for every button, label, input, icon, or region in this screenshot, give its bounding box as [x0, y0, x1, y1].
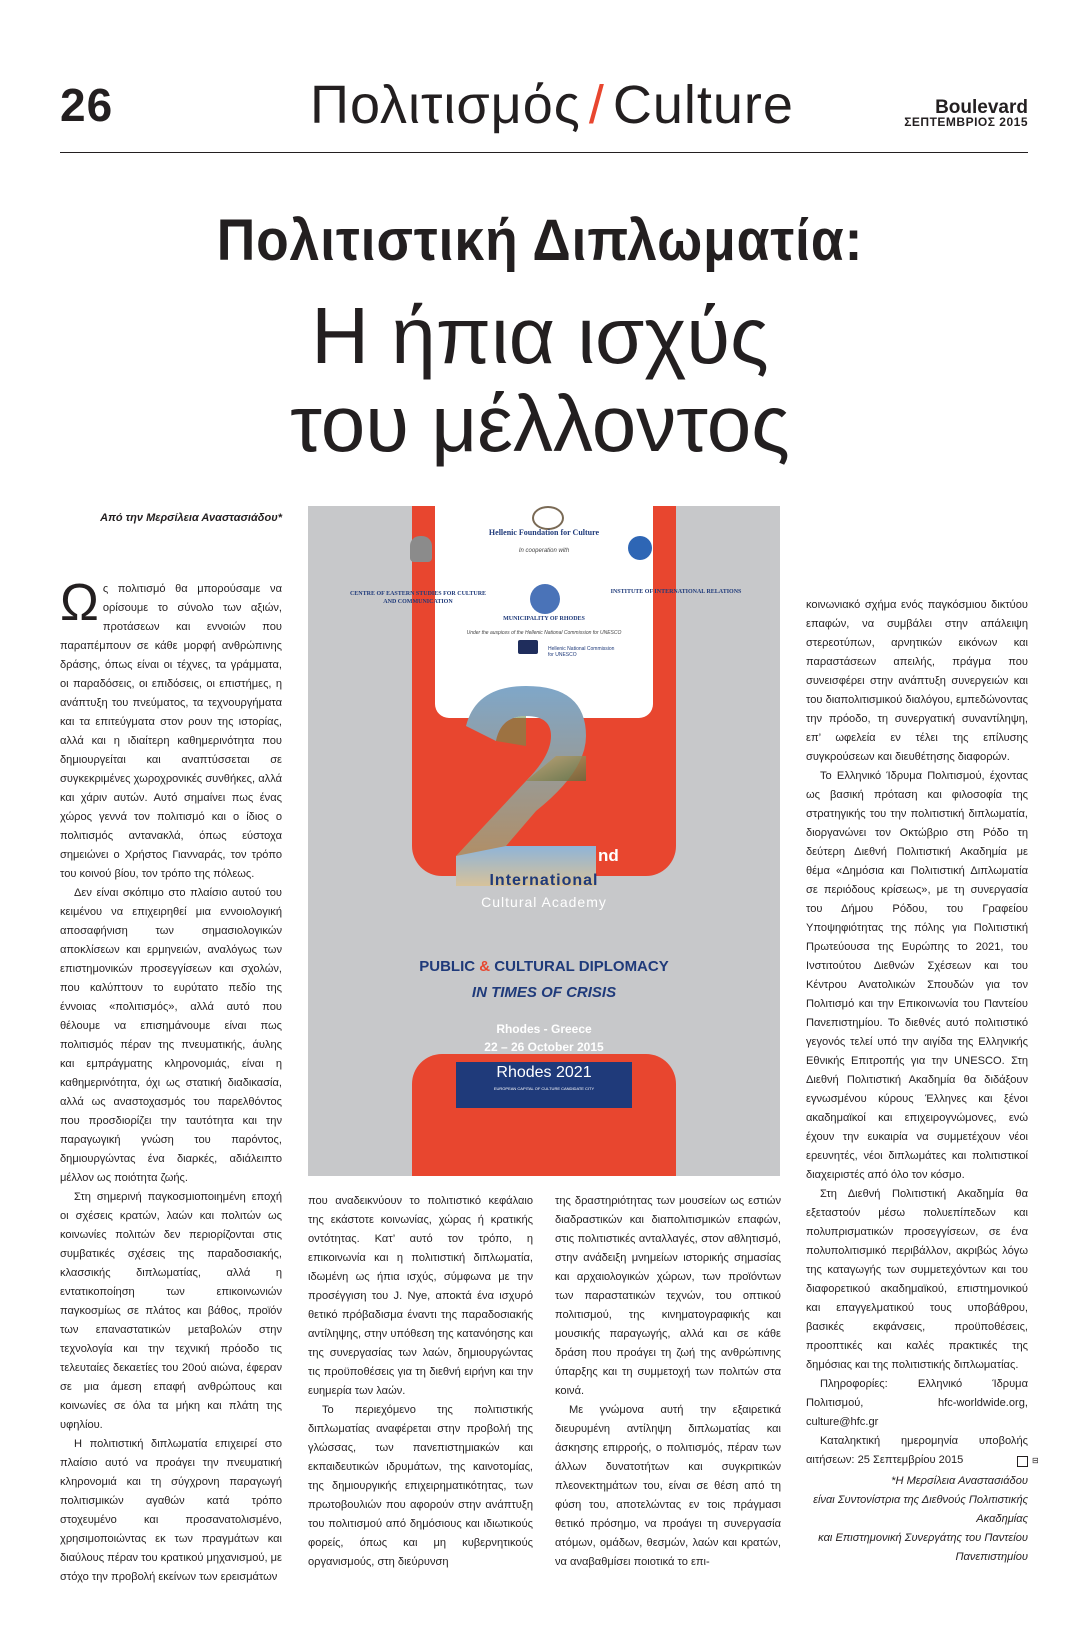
byline: Από την Μερσίλεια Αναστασιάδου*: [100, 512, 282, 524]
poster-ampersand: &: [479, 958, 491, 975]
paragraph: Στη σημερινή παγκοσμιοποιημένη εποχή οι σχέσεις κρατών, λαών και πολιτών ως κοινωνίες πολιτών δεν περιορίζονται στις συμβατικές σχέσεις της παραδοσιακής, κλασσικής διπλωματίας, αλλά η εντατικοποίηση των επικοινωνιών παγκοσμίως σε πλάτος και βάθος, προϊόν των επαναστατικών μεταβολών στην τεχνολογία και την τεχνική πρόοδο τις τελευταίες δεκαετίες του 20ού αιώνα, έφεραν σε μια άμεση επαφή ανθρώπους και κοινωνίες σε όλα τα μήκη και πλάτη της υφηλίου.: [60, 1191, 282, 1431]
paragraph: Δεν είναι σκόπιμο στο πλαίσιο αυτού του κειμένου να επιχειρηθεί μια εννοιολογική αποσαφήνιση των σημασιολογικών αποκλίσεων και ερμηνειών, αναλόγως των επιστημονικών προσεγγίσεων και σχολών, που καλύπτουν το ευρύτατο πεδίο της έννοιας «πολιτισμός», αλλά αυτό που θέλουμε να επισημάνουμε είναι πως πολιτισμός πέραν της πνευματικής, άυλης και εμπράγματης κληρονομιάς, είναι η καθημερινότητα, όχι ως στατική διαδικασία, αλλά ως αναστοχασμός του παρελθόντος που προσδιορίζει την ταυτότητα και την παραγωγική γνώση του παρόντος, δημιουργώντας ένα διαρκές, αδιάλειπτο μέλλον ως ποιότητα ζωής.: [60, 887, 282, 1184]
poster-eastern-studies: CENTRE OF EASTERN STUDIES FOR CULTURE AND COMMUNICATION: [349, 591, 487, 605]
column-4: [806, 596, 1039, 1470]
headline-bold: Πολιτιστική Διπλωματία:: [216, 208, 864, 273]
author-note: [800, 1472, 1028, 1567]
info-paragraph: Πληροφορίες: Ελληνικό Ίδρυμα Πολιτισμού, hfc-worldwide.org, culture@hfc.gr: [806, 1378, 1028, 1428]
paragraph: της δραστηριότητας των μουσείων ως εστιών διαδραστικών και διαπολιτισμικών επαφών, στις πολιτιστικές ανταλλαγές, στον αθλητισμό, στην ανάδειξη μνημείων ιστορικής σημασίας και αρχαιολογικών χώρων, των προϊόντων των παραστατικών τεχνών, του οπτικού πολιτισμού, της κινηματογραφικής και μουσικής παραγωγής, αλλά και σε κάθε δράση που προάγει τη ζωή της ανθρώπινης ύπαρξης και τη συμμετοχή των πολιτών στα κοινά.: [555, 1195, 781, 1397]
poster-ordinal: nd: [598, 846, 619, 865]
page-number: 26: [60, 79, 114, 131]
headline-line-2: Η ήπια ισχύς: [311, 291, 769, 380]
paragraph: Το Ελληνικό Ίδρυμα Πολιτισμού, έχοντας ως βασική πρόταση και φιλοσοφία της στρατηγικής του την πολιτιστική διπλωματία, διοργανώνει τον Οκτώβριο στη Ρόδο τη δεύτερη Διεθνή Πολιτιστική Ακαδημία με θέμα «Δημόσια και Πολιτιστική Διπλωματία σε περιόδους κρίσεως», με τη συνεργασία του Δήμου Ρόδου, του Γραφείου Υποψηφιότητας της πόλης για Πολιτιστική Πρωτεύουσα της Ευρώπης το 2021, του Ινστιτούτου Διεθνών Σχέσεων και του Κέντρου Ανατολικών Σπουδών για τον Πολιτισμό και την Επικοινωνία του Παντείου Πανεπιστημίου. Το διεθνές αυτό πολιτιστικό γεγονός τελεί υπό την αιγίδα της Ελληνικής Εθνικής Επιτροπής για την UNESCO. Στη Διεθνή Πολιτιστική Ακαδημία θα διδάξουν εγνωσμένου κύρους Έλληνες και ξένοι ακαδημαϊκοί και επιχειρογνώμονες, ενώ έχουν την ευκαιρία να συμμετέχουν νέοι ερευνητές, νέοι διπλωμάτες και πολιτιστικοί διαχειριστές από όλο τον κόσμο.: [806, 770, 1028, 1181]
author-note-line: *Η Μερσίλεια Αναστασιάδου: [891, 1475, 1028, 1487]
paragraph: [60, 574, 282, 884]
paragraph-text: ς πολιτισμό θα μπορούσαμε να ορίσουμε το σύνολο των αξιών, προτάσεων και εννοιών που παραπέμπουν σε κάθε μορφή ανθρώπινης δράσης, όπως είναι οι τέχνες, τα γράμματα, οι παραδόσεις, οι επιδόσεις, οι επιστήμες, η ανάπτυξη του πνεύματος, τα τεχνουργήματα και τα επιτεύγματα στον ρουν της ιστορίας, αλλά και η ιδιαίτερη καθημερινότητα που δημιουργείται και αναπτύσσεται σε συγκεκριμένες χωροχρονικές συνθήκες, αλλά και χάριν αυτών. Αυτό σημαίνει πως ένας χώρος γεννά τον πολιτισμό και ο ίδιος ο πολιτισμός αντανακλά, όπως εύστοχα σημειώνει ο Χρήστος Γιανναράς, τον τρόπο του κοινού βίου, τον τρόπο της πόλεως.: [60, 583, 282, 880]
column-2: [308, 1192, 533, 1572]
poster-crisis: IN TIMES OF CRISIS: [471, 984, 617, 1001]
paragraph: Με γνώμονα αυτή την εξαιρετικά διευρυμένη αντίληψη διπλωματίας και άσκησης επιρροής, ο πολιτισμός, πέραν των άλλων δυνατοτήτων και συγκριτικών πλεονεκτημάτων του, είναι σε θέση από τη φύση του, αποτελώντας εν τοις πράγμασι θετικό πρόσημο, να προάγει τη συνεργασία ατόμων, ομάδων, θεσμών, λαών και κρατών, να αναβαθμίσει ποιοτικά το επι-: [555, 1404, 781, 1568]
drop-cap: Ω: [60, 574, 99, 632]
magazine-title: Boulevard: [935, 97, 1028, 118]
section-english: Culture: [612, 75, 794, 135]
numeral-two-photo-collage: [456, 686, 616, 886]
rhodes-2021-subtext: EUROPEAN CAPITAL OF CULTURE CANDIDATE CITY: [493, 1086, 595, 1091]
poster-dates: 22 – 26 October 2015: [484, 1040, 604, 1054]
paragraph: Η πολιτιστική διπλωματία επιχειρεί στο πλαίσιο αυτό να προάγει την πνευματική κληρονομιά και τη σύγχρονη παραγωγή πολιτισμικών αγαθών κατά τρόπο στοχευμένο και προσανατολισμένο, χρησιμοποιώντας εκ των πραγμάτων και διαύλους πέραν του κρατικού μηχανισμού, με στόχο την προβολή εκείνων των ερεισμάτων: [60, 1438, 282, 1583]
poster-cooperation: In cooperation with: [518, 548, 570, 554]
section-heading: [310, 75, 794, 135]
paragraph: κοινωνιακό σχήμα ενός παγκόσμιου δικτύου επαφών, να συμβάλει στην απάλειψη στερεοτύπων, αρνητικών εικόνων και παραστάσεων απειλής, πράγμα που συνεισφέρει στην ανάπτυξη συνεργειών και του διαπολιτισμικού διαλόγου, εμπεδώνοντας την πρόοδο, τη συνεργατική συναντίληψη, επ’ ωφελεία εν τέλει της επίλυσης συγκρούσεων και διευθέτησης διαφορών.: [806, 599, 1028, 763]
rhodes-2021-text: Rhodes 2021: [496, 1064, 592, 1081]
poster-diplomacy-part-2: CULTURAL DIPLOMACY: [494, 958, 669, 975]
poster-diplomacy-title: [308, 958, 780, 975]
headline-line-3: του μέλλοντος: [290, 379, 790, 468]
column-1: [60, 574, 282, 1587]
poster-location: Rhodes - Greece: [496, 1022, 592, 1036]
poster-foundation-name: Hellenic Foundation for Culture: [488, 528, 600, 537]
event-poster: [308, 506, 780, 1176]
deadline-text: Καταληκτική ημερομηνία υποβολής αιτήσεων: 25 Σεπτεμβρίου 2015: [806, 1435, 1028, 1466]
section-greek: Πολιτισμός: [310, 75, 581, 135]
paragraph: Το περιεχόμενο της πολιτιστικής διπλωματίας αναφέρεται στην προβολή της γλώσσας, των πανεπιστημιακών και εκπαιδευτικών ιδρυμάτων, της καινοτομίας, της δημιουργικής επιχειρηματικότητας, των πρωτοβουλιών που αφορούν στην ανάπτυξη του πολιτισμού από δημόσιους και ιδιωτικούς φορείς, όπως και μη κυβερνητικούς οργανισμούς, στη διεύρυνση: [308, 1404, 533, 1568]
column-3: [555, 1192, 781, 1572]
author-note-line: και Επιστημονική Συνεργάτης του Παντείου Πανεπιστημίου: [818, 1532, 1028, 1563]
poster-institute: INSTITUTE OF INTERNATIONAL RELATIONS: [610, 589, 742, 595]
poster-international: International: [489, 872, 599, 889]
unesco-logo-icon: [518, 640, 538, 654]
author-note-line: είναι Συντονίστρια της Διεθνούς Πολιτιστικής Ακαδημίας: [813, 1494, 1028, 1525]
poster-academy: Cultural Academy: [481, 894, 607, 910]
header-divider: [60, 152, 1028, 153]
poster-commission: Hellenic National Commission for UNESCO: [548, 646, 615, 658]
eastern-studies-logo-icon: [410, 536, 432, 562]
poster-auspices: Under the auspices of the Hellenic National Commission for UNESCO: [466, 630, 622, 636]
end-mark-icon: ⊟: [1017, 1456, 1028, 1467]
deadline-paragraph: [806, 1432, 1039, 1470]
poster-diplomacy-part-1: PUBLIC: [419, 958, 476, 975]
issue-date: ΣΕΠΤΕΜΒΡΙΟΣ 2015: [904, 115, 1028, 129]
section-separator: /: [588, 75, 605, 135]
municipality-seal-icon: [530, 584, 560, 614]
foundation-logo-icon: [532, 506, 564, 530]
paragraph: Στη Διεθνή Πολιτιστική Ακαδημία θα εξεταστούν μέσω πολυεπίπεδων και πολυπρισματικών προσεγγίσεων, σε ένα πολυπολιτισμικό περιβάλλον, ακριβώς λόγω της καταγωγής των συμμετεχόντων και του διαφορετικού ακαδημαϊκού, επιστημονικού και επαγγελματικού τους υποβάθρου, βασικές εκφάνσεις, προϋποθέσεις, προοπτικές και καλές πρακτικές της δημόσιας και της πολιτιστικής διπλωματίας.: [806, 1188, 1028, 1371]
poster-municipality: MUNICIPALITY OF RHODES: [503, 616, 585, 622]
paragraph: που αναδεικνύουν το πολιτιστικό κεφάλαιο της εκάστοτε κοινωνίας, χώρας ή κρατικής οντότητας. Κατ’ αυτό τον τρόπο, η επικοινωνία και η πολιτιστική διπλωματία, ιδωμένη ως ήπια ισχύς, σύμφωνα με την προσέγγιση του J. Nye, αποκτά ένα ισχυρό θετικό πρόβαδισμα έναντι της παραδοσιακής αντίληψης, στην υπόθεση της κατανόησης και της συνεργασίας των λαών, δημιουργώντας τις προϋποθέσεις για τη διεθνή ειρήνη και την ευημερία των λαών.: [308, 1195, 533, 1397]
